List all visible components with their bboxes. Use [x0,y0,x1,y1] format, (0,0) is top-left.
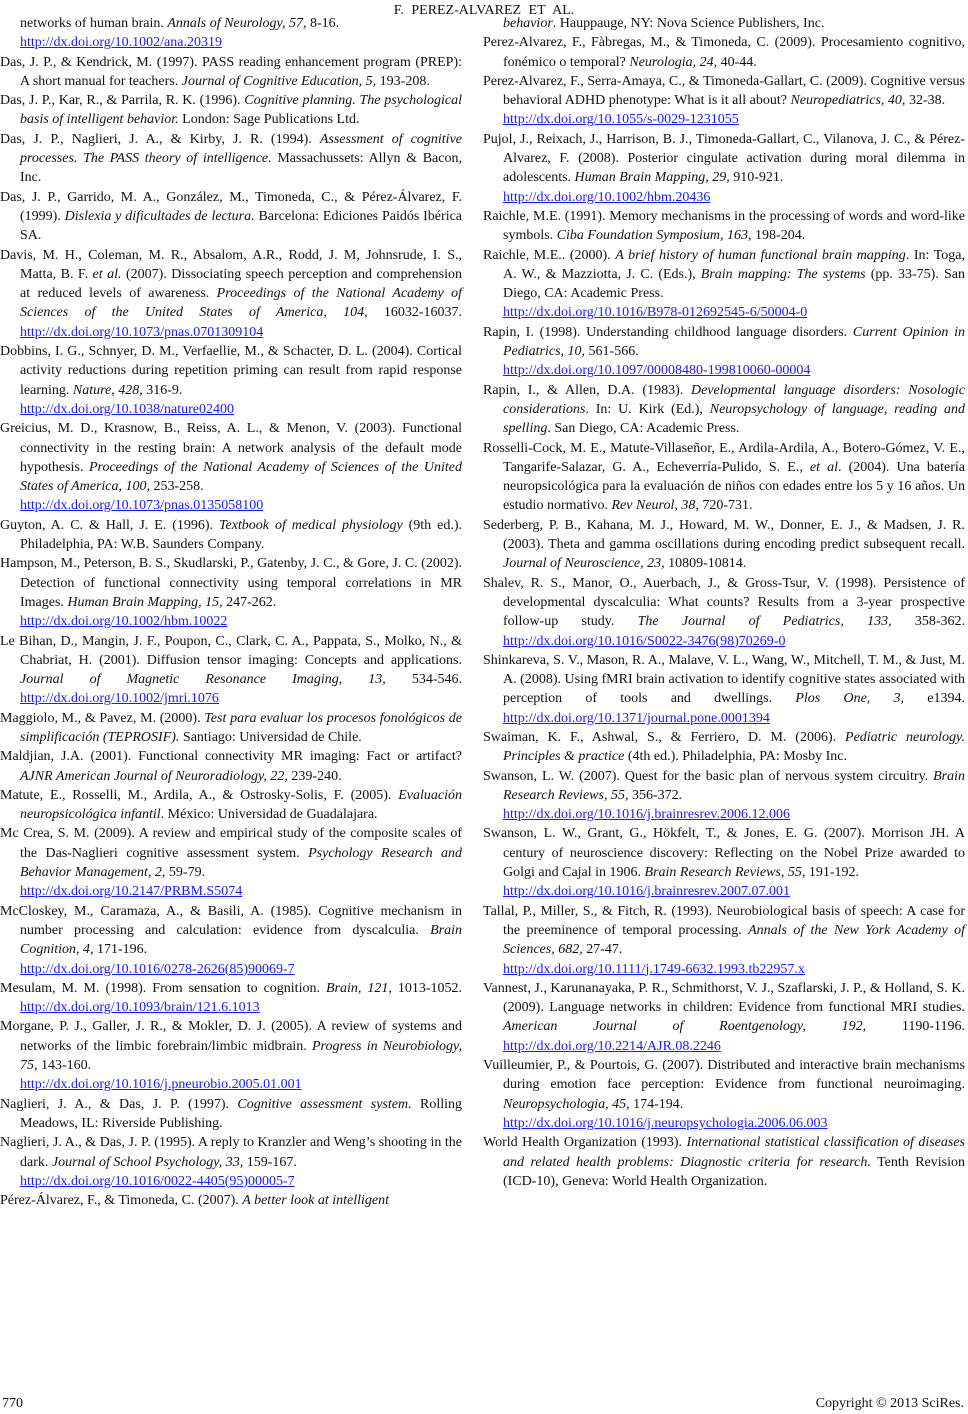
reference-italic-text: Human Brain Mapping, 29, [574,170,730,186]
reference-italic-text: Assessment of cognitive processes. The PASS theory of intelligence. [20,131,462,167]
reference-italic-text: Neuropsychology of language, reading and spelling [503,401,965,437]
reference-text: Das, J. P., Garrido, M. A., González, M., Timoneda, C., & Pérez-Álvarez, F. (1999). [0,189,462,224]
reference-text: . San Diego, CA: Academic Press. [547,421,740,437]
reference-italic-text: Neurologia, 24, [629,54,718,70]
reference-italic-text: Proceedings of the National Academy of Sciences of the United States of America, 100, [20,459,462,495]
doi-link[interactable]: http://dx.doi.org/10.1016/j.brainresrev.2007.07.001 [503,884,790,900]
reference-text: . México: Universidad de Guadalajara. [160,807,378,823]
reference-text: 358-362. [891,614,965,630]
reference-italic-text: Psychology Research and Behavior Management, 2, [20,845,463,881]
reference-entry [483,130,965,207]
reference-italic-text: Plos One, 3, [795,691,905,707]
doi-link[interactable]: http://dx.doi.org/10.2214/AJR.08.2246 [503,1038,721,1054]
reference-italic-text: Brain Research Reviews, 55, [503,768,965,803]
reference-italic-text: Journal of Neuroscience, 23, [503,556,665,572]
reference-text: 159-167. [243,1154,297,1170]
reference-text: Vannest, J., Karunanayaka, P. R., Schmithorst, V. J., Szaflarski, J. P., & Holland, S. K. (2009). Language networks in children: Evidence from functional MRI studies. [483,980,965,1016]
doi-link[interactable]: http://dx.doi.org/10.1111/j.1749-6632.1993.tb22957.x [503,961,805,977]
reference-entry [483,516,965,574]
reference-entry [0,1191,462,1210]
reference-italic-text: Brain Cognition, 4, [20,922,462,958]
reference-text: 1013-1052. [391,980,462,996]
reference-text: 193-208. [376,73,430,89]
running-header: F. PEREZ-ALVAREZ ET AL. [393,3,575,18]
reference-italic-text: Textbook of medical physiology [218,517,403,533]
reference-italic-text: Journal of Cognitive Education, 5, [181,73,377,89]
reference-italic-text: A brief history of human functional brain mapping [615,247,906,263]
reference-text: Tallal, P., Miller, S., & Fitch, R. (1993). Neurobiological basis of speech: A case for the preeminence of temporal processing. [483,903,965,938]
reference-italic-text: Cognitive planning. The psychological basis of intelligent behavior. [20,93,462,128]
doi-link[interactable]: http://dx.doi.org/10.1002/jmri.1076 [20,691,219,707]
reference-italic-text: Annals of Neurology, 57, [167,16,307,31]
reference-entry [483,824,965,901]
reference-entry [0,979,462,1018]
reference-text: Sederberg, P. B., Kahana, M. J., Howard, M. W., Donner, E. J., & Madsen, J. R. (2003). Theta and gamma oscillations during encoding predict subsequent recall. [483,517,965,553]
reference-text: Davis, M. H., Coleman, M. R., Absalom, A.R., Rodd, J. M, Johnsrude, I. S., Matta, B. F. [0,247,462,282]
reference-entry [483,728,965,767]
reference-entry [0,246,462,342]
reference-italic-text: Test para evaluar los procesos fonológicos de simplificación (TEPROSIF). [20,710,463,745]
reference-text: 910-921. [729,170,784,186]
reference-italic-text: Nature, 428, [72,382,143,398]
doi-link[interactable]: http://dx.doi.org/10.1073/pnas.0135058100 [20,498,264,514]
reference-entry [483,381,965,439]
reference-text: Das, J. P., Kar, R., & Parrila, R. K. (1996). [0,93,245,109]
reference-text: Rapin, I. (1998). Understanding childhood language disorders. [483,324,853,340]
reference-continuation [483,14,965,33]
reference-text: 40-44. [717,54,757,70]
reference-italic-text: Journal of Magnetic Resonance Imaging, 13, [20,672,386,688]
reference-text: 253-258. [150,479,204,495]
reference-entry [0,342,462,419]
reference-text: Pujol, J., Reixach, J., Harrison, B. J., Timoneda-Gallart, C., Vilanova, J. C., & Pérez-Alvarez, F. (2008). Posterior cingulate activation during moral dilemma in adolescents. [483,131,965,186]
reference-italic-text: Cognitive assessment system. [237,1096,412,1112]
reference-text: Maldjian, J.A. (2001). Functional connectivity MR imaging: Fact or artifact? [0,749,462,765]
reference-italic-text: A better look at intelligent [242,1193,390,1209]
reference-text: 239-240. [287,768,342,784]
reference-entry [483,1133,965,1191]
reference-text: (4th ed.). Philadelphia, PA: Mosby Inc. [624,749,847,765]
reference-text: 247-262. [222,594,277,610]
reference-entry [483,574,965,651]
reference-entry [483,902,965,979]
reference-entry [0,709,462,748]
reference-entry [0,824,462,901]
reference-italic-text: Current Opinion in Pediatrics, 10, [503,324,965,360]
reference-italic-text: Dislexia y dificultades de lectura. [64,208,255,224]
doi-link[interactable]: http://dx.doi.org/10.1016/B978-012692545-6/50004-0 [503,305,808,321]
reference-text: 720-731. [698,498,753,514]
reference-entry [483,72,965,130]
reference-text: 561-566. [585,344,639,360]
reference-italic-text: Journal of School Psychology, 33, [51,1154,244,1170]
reference-text: Mesulam, M. M. (1998). From sensation to cognition. [0,980,326,996]
reference-text: 171-196. [93,942,148,958]
reference-text: Rapin, I., & Allen, D.A. (1983). [483,382,692,398]
reference-entry [0,786,462,825]
doi-link[interactable]: http://dx.doi.org/10.1371/journal.pone.0001394 [503,710,770,726]
doi-link[interactable]: http://dx.doi.org/10.1055/s-0029-1231055 [503,112,739,128]
reference-text: (pp. 33-75). San Diego, CA: Academic Press. [503,266,965,302]
reference-text: Das, J. P., Naglieri, J. A., & Kirby, J. R. (1994). [0,131,320,147]
reference-text: networks of human brain. [20,16,168,31]
reference-text: 1190-1196. [866,1019,965,1035]
reference-text: Raichle, M.E. (1991). Memory mechanisms in the processing of words and word-like symbols. [483,208,965,244]
reference-text: Swanson, L. W. (2007). Quest for the basic plan of nervous system circuitry. [483,768,934,784]
reference-text: Hampson, M., Peterson, B. S., Skudlarski, P., Gatenby, J. C., & Gore, J. C. (2002). Detection of functional connectivity using temporal correlations in MR Images. [0,556,462,610]
reference-entry [0,902,462,979]
reference-text: Vuilleumier, P., & Pourtois, G. (2007). Distributed and interactive brain mechanisms during emotion face perception: Evidence from functional neuroimaging. [483,1058,965,1093]
reference-text: . (2004). Una batería neuropsicológica para la evaluación de niños con edades entre los 5 y 16 años. Un estudio normativo. [503,459,966,514]
reference-italic-text: Proceedings of the National Academy of Sciences of the United States of America, 104, [20,286,462,321]
reference-text: 8-16. [306,16,340,31]
reference-text: . In: U. Kirk (Ed.), [585,401,710,417]
reference-text: Maggiolo, M., & Pavez, M. (2000). [0,710,205,726]
reference-text: 16032-16037. [367,305,462,321]
reference-entry [483,207,965,246]
reference-italic-text: American Journal of Roentgenology, 192, [503,1019,867,1035]
reference-text: Pérez-Álvarez, F., & Timoneda, C. (2007). [0,1193,243,1209]
reference-italic-text: Evaluación neuropsicológica infantil [20,787,462,823]
references-left-column [0,14,462,1210]
reference-italic-text: Progress in Neurobiology, 75, [20,1038,462,1074]
reference-text: Santiago: Universidad de Chile. [179,729,362,745]
reference-text: Mc Crea, S. M. (2009). A review and empirical study of the composite scales of the Das-Naglieri cognitive assessment system. [0,826,462,861]
reference-text: Dobbins, I. G., Schnyer, D. M., Verfaellie, M., & Schacter, D. L. (2004). Cortical activity reductions during repetition priming can result from rapid response learning. [0,344,462,398]
reference-text: (9th ed.). Philadelphia, PA: W.B. Saunders Company. [20,517,462,553]
doi-link[interactable]: http://dx.doi.org/10.2147/PRBM.S5074 [20,884,243,900]
reference-continuation [0,14,462,53]
reference-entry [483,33,965,72]
reference-text: 10809-10814. [664,556,747,572]
reference-text: 316-9. [142,382,183,398]
reference-text: 174-194. [629,1096,684,1112]
reference-italic-text: Neuropediatrics, 40, [790,93,906,109]
reference-entry [483,979,965,1056]
reference-text: Morgane, P. J., Galler, J. R., & Mokler, D. J. (2005). A review of systems and networks of the limbic forebrain/limbic midbrain. [0,1019,462,1054]
reference-text: Naglieri, J. A., & Das, J. P. (1995). A reply to Kranzler and Weng’s shooting in the dark. [0,1135,462,1170]
reference-text: . In: Toga, A. W., & Mazziotta, J. C. (Eds.), [503,247,965,282]
reference-text: Swanson, L. W., Grant, G., Hökfelt, T., & Jones, E. G. (2007). Morrison JH. A century of neuroscience discovery: Reflecting on the Nobel Prize awarded to Golgi and Cajal in 1906. [483,826,965,881]
page-number: 770 [2,1396,23,1411]
reference-entry [0,419,462,515]
reference-text: Perez-Alvarez, F., Fàbregas, M., & Timoneda, C. (2009). Procesamiento cognitivo, fonémico o temporal? [483,35,965,70]
reference-italic-text: Ciba Foundation Symposium, 163, [556,228,752,244]
reference-entry [483,323,965,381]
reference-text: London: Sage Publications Ltd. [178,112,360,128]
doi-link[interactable]: http://dx.doi.org/10.1097/00008480-199810060-00004 [503,363,811,379]
reference-entry [483,1056,965,1133]
reference-text: 534-546. [385,672,462,688]
reference-entry [0,130,462,188]
reference-text: McCloskey, M., Caramaza, A., & Basili, A. (1985). Cognitive mechanism in number processing and calculation: evidence from dyscalculia. [0,903,462,938]
reference-text: 27-47. [582,942,623,958]
reference-text: . Hauppauge, NY: Nova Science Publishers, Inc. [552,16,825,31]
reference-text: 143-160. [37,1058,92,1074]
reference-entry [0,53,462,92]
reference-entry [483,439,965,516]
reference-text: Matute, E., Rosselli, M., Ardila, A., & Ostrosky-Solis, F. (2005). [0,787,399,803]
reference-text: e1394. [904,691,966,707]
reference-text: Shalev, R. S., Manor, O., Auerbach, J., & Gross-Tsur, V. (1998). Persistence of developmental dyscalculia: What counts? Results from a 3-year prospective follow-up study. [483,575,965,630]
reference-italic-text: AJNR American Journal of Neuroradiology, 22, [20,768,288,784]
doi-link[interactable]: http://dx.doi.org/10.1002/hbm.10022 [20,614,228,630]
reference-italic-text: The Journal of Pediatrics, 133, [637,614,892,630]
doi-link[interactable]: http://dx.doi.org/10.1038/nature02400 [20,401,235,417]
reference-text: 59-79. [165,865,206,881]
reference-entry [483,767,965,825]
reference-italic-text: International statistical classification of diseases and related health problems: Diagnostic criteria for research. [503,1135,965,1170]
doi-link[interactable]: http://dx.doi.org/10.1073/pnas.0701309104 [20,324,264,340]
reference-text: Perez-Alvarez, F., Serra-Amaya, C., & Timoneda-Gallart, C. (2009). Cognitive versus behavioral ADHD phenotype: What is it all about? [483,73,965,109]
reference-text: 356-372. [628,787,683,803]
doi-link[interactable]: http://dx.doi.org/10.1016/j.neuropsychologia.2006.06.003 [503,1115,828,1131]
reference-italic-text: et al [809,459,838,475]
reference-entry [0,632,462,709]
reference-text: Guyton, A. C. & Hall, J. E. (1996). [0,517,219,533]
doi-link[interactable]: http://dx.doi.org/10.1016/0022-4405(95)00005-7 [20,1173,295,1189]
reference-text: Le Bihan, D., Mangin, J. F., Poupon, C., Clark, C. A., Pappata, S., Molko, N., & Chabriat, H. (2001). Diffusion tensor imaging: Concepts and applications. [0,633,462,668]
reference-italic-text: et al. [92,266,122,282]
reference-text: Barcelona: Ediciones Paidós Ibérica SA. [20,208,463,244]
references-right-column [483,14,965,1191]
reference-italic-text: Brain Research Reviews, 55, [644,865,806,881]
reference-italic-text: Neuropsychologia, 45, [503,1096,630,1112]
doi-link[interactable]: http://dx.doi.org/10.1016/S0022-3476(98)70269-0 [503,633,786,649]
reference-text: Greicius, M. D., Krasnow, B., Reiss, A. L., & Menon, V. (2003). Functional connectivity in the resting brain: A network analysis of the default mode hypothesis. [0,421,462,475]
reference-text: Shinkareva, S. V., Mason, R. A., Malave, V. L., Wang, W., Mitchell, T. M., & Just, M. A. (2008). Using fMRI brain activation to identify cognitive states associated with perception of tools and dwellings. [483,652,965,707]
reference-text: World Health Organization (1993). [483,1135,687,1151]
reference-text: Tenth Revision (ICD-10), Geneva: World Health Organization. [503,1154,965,1189]
reference-entry [0,188,462,246]
reference-italic-text: Human Brain Mapping, 15, [67,594,223,610]
reference-entry [483,246,965,323]
doi-link[interactable]: http://dx.doi.org/10.1016/j.pneurobio.2005.01.001 [20,1077,302,1093]
reference-entry [0,91,462,130]
reference-italic-text: Rev Neurol, 38, [611,498,699,514]
reference-entry [0,554,462,631]
reference-text: 32-38. [905,93,946,109]
reference-entry [0,747,462,786]
reference-entry [0,1017,462,1094]
reference-text: Swaiman, K. F., Ashwal, S., & Ferriero, D. M. (2006). [483,729,846,745]
copyright-notice: Copyright © 2013 SciRes. [815,1396,964,1411]
reference-entry [0,516,462,555]
reference-text: 191-192. [805,865,860,881]
doi-link[interactable]: http://dx.doi.org/10.1093/brain/121.6.1013 [20,1000,260,1016]
reference-text: Raichle, M.E.. (2000). [483,247,616,263]
reference-italic-text: Pediatric neurology. Principles & practice [503,729,966,765]
reference-entry [0,1095,462,1134]
reference-entry [483,651,965,728]
doi-link[interactable]: http://dx.doi.org/10.1016/j.brainresrev.2006.12.006 [503,807,790,823]
reference-italic-text: Annals of the New York Academy of Sciences, 682, [503,922,965,958]
reference-text: Rolling Meadows, IL: Riverside Publishing. [20,1096,462,1131]
doi-link[interactable]: http://dx.doi.org/10.1002/ana.20319 [20,35,222,51]
reference-text: (2007). Dissociating speech perception and comprehension at reduced levels of awareness. [20,266,462,302]
reference-italic-text: Brain mapping: The systems [700,266,866,282]
reference-text: Naglieri, J. A., & Das, J. P. (1997). [0,1096,238,1112]
reference-italic-text: Brain, 121, [325,980,392,996]
reference-text: Das, J. P., & Kendrick, M. (1997). PASS reading enhancement program (PREP): A short manual for teachers. [0,54,462,89]
reference-text: Massachussets: Allyn & Bacon, Inc. [20,151,462,186]
reference-italic-text: behavior [503,16,553,31]
doi-link[interactable]: http://dx.doi.org/10.1016/0278-2626(85)90069-7 [20,961,295,977]
reference-italic-text: Developmental language disorders: Nosologic considerations [503,382,966,417]
reference-text: Rosselli-Cock, M. E., Matute-Villaseñor, E., Ardila-Ardila, A., Botero-Gómez, V. E., Tangarife-Salazar, G. A., Echeverría-Pulido, S. E., [483,440,965,475]
reference-text: 198-204. [751,228,806,244]
reference-entry [0,1133,462,1191]
doi-link[interactable]: http://dx.doi.org/10.1002/hbm.20436 [503,189,711,205]
